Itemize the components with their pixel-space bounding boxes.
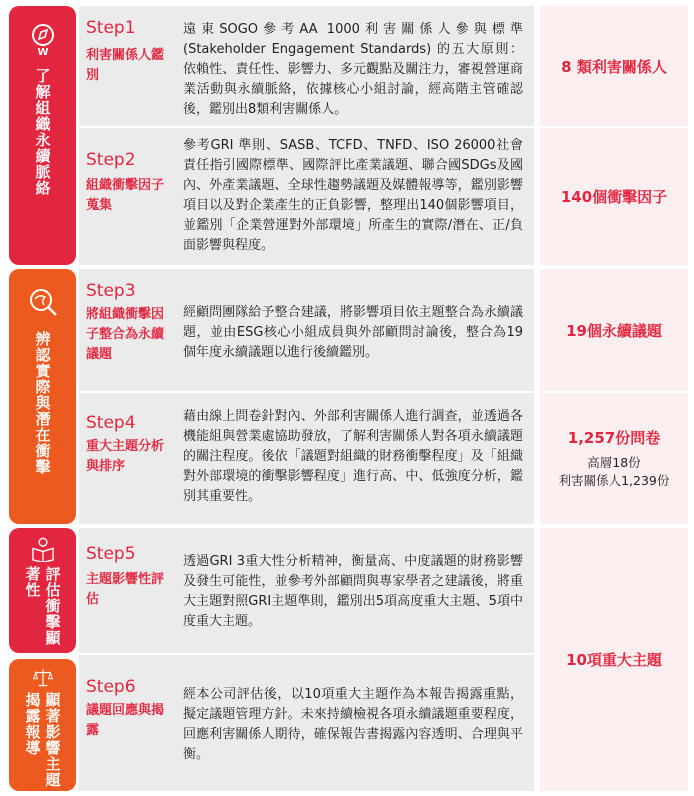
result-value: 140個衝擊因子	[560, 188, 668, 206]
step-title: 利害關係人鑑別	[86, 48, 165, 83]
result-value: 19個永續議題	[566, 321, 662, 340]
step-description: 透過GRI 3重大性分析精神，衡量高、中度議題的財務影響及發生可能性，並參考外部顧問與專家學者之建議後，將重大主題對照GRI主題準則，鑑別出5項高度重大主題、5項中度重大主題。	[183, 554, 523, 629]
step-number: Step1	[86, 18, 136, 38]
step-title: 將組織衝擊因子整合為永續議題	[86, 307, 165, 362]
step-description: 經本公司評估後，以10項重大主題作為本報告揭露重點，擬定議題管理方針。未來持續檢視各項永續議題重要程度，回應利害關係人期待，確保報告書揭露內容透明、合理與平衡。	[183, 687, 523, 762]
step-description: 遠東SOGO參考AA 1000利害關係人參與標準 (Stakeholder Engagement Standards) 的五大原則：依賴性、責任性、影響力、多元觀點及關注力，審視營運商業活動與永續脈絡，依據核心小組討論，經高階主管確認後，鑑別出8類利害關係人。	[183, 22, 523, 117]
step-description: 藉由線上問卷針對內、外部利害關係人進行調查，並透過各機能組與營業處協助發放，了解利害關係人對各項永續議題的關注程度。後依「議題對組織的財務衝擊程度」及「組織對外部環境的衝擊影響程度」進行高、中、低強度分析，鑑別其重要性。	[183, 409, 523, 504]
result-cell-4	[540, 393, 688, 524]
magnifier-icon	[26, 285, 60, 319]
phase-bar-identify-impacts	[9, 269, 76, 524]
phase-label: 了解組織永續脈絡	[33, 68, 52, 196]
result-cell-5	[540, 528, 688, 791]
step-row-6	[79, 655, 534, 791]
step-title: 重大主題分析與排序	[86, 439, 165, 474]
step-number: Step6	[86, 677, 136, 697]
phase-bar-assess-significance	[9, 528, 76, 653]
step-row-3	[79, 269, 534, 391]
step-title: 議題回應與揭露	[86, 703, 165, 738]
step-number: Step3	[86, 281, 136, 301]
result-cell-2	[540, 128, 688, 265]
step-number: Step4	[86, 413, 136, 433]
step-description: 參考GRI 準則、SASB、TCFD、TNFD、ISO 26000社會責任指引國際標準、國際評比產業議題、聯合國SDGs及國內、外產業議題、全球性趨勢議題及媒體報導等，鑑別影響項目以及對企業產生的正負影響，整理出140個影響項目，並鑑別「企業營運對外部環境」所產生的實際/潛在、正/負面影響與程度。	[183, 138, 523, 253]
step-number: Step5	[86, 544, 136, 564]
compass-icon	[26, 22, 60, 56]
book-icon	[26, 536, 60, 562]
phase-label: 評估衝擊顯著性	[23, 566, 62, 647]
step-number: Step2	[86, 150, 136, 170]
phase-bar-disclose	[9, 659, 76, 791]
step-title: 主題影響性評估	[86, 572, 165, 607]
phase-label: 顯著影響主題揭露報導	[23, 692, 62, 789]
phase-label: 辨認實際與潛在衝擊	[33, 331, 52, 475]
step-description: 經顧問團隊給予整合建議，將影響項目依主題整合為永續議題，並由ESG核心小組成員與外部顧問討論後，整合為19個年度永續議題以進行後續鑑別。	[183, 305, 523, 360]
step-row-5	[79, 528, 534, 653]
phase-bar-understand-context	[9, 6, 76, 265]
step-title: 組織衝擊因子蒐集	[86, 178, 165, 213]
svg-text:W: W	[36, 47, 49, 56]
result-value: 1,257份問卷	[567, 429, 661, 447]
scales-icon	[26, 667, 60, 688]
result-detail: 利害關係人1,239份	[558, 473, 670, 488]
result-detail: 高層18份	[587, 455, 641, 470]
result-cell-3	[540, 269, 688, 391]
step-row-2	[79, 128, 534, 265]
step-row-1	[79, 6, 534, 126]
result-value: 10項重大主題	[566, 651, 662, 669]
result-value: 8 類利害關係人	[561, 57, 667, 76]
step-row-4	[79, 393, 534, 524]
result-cell-1	[540, 6, 688, 126]
